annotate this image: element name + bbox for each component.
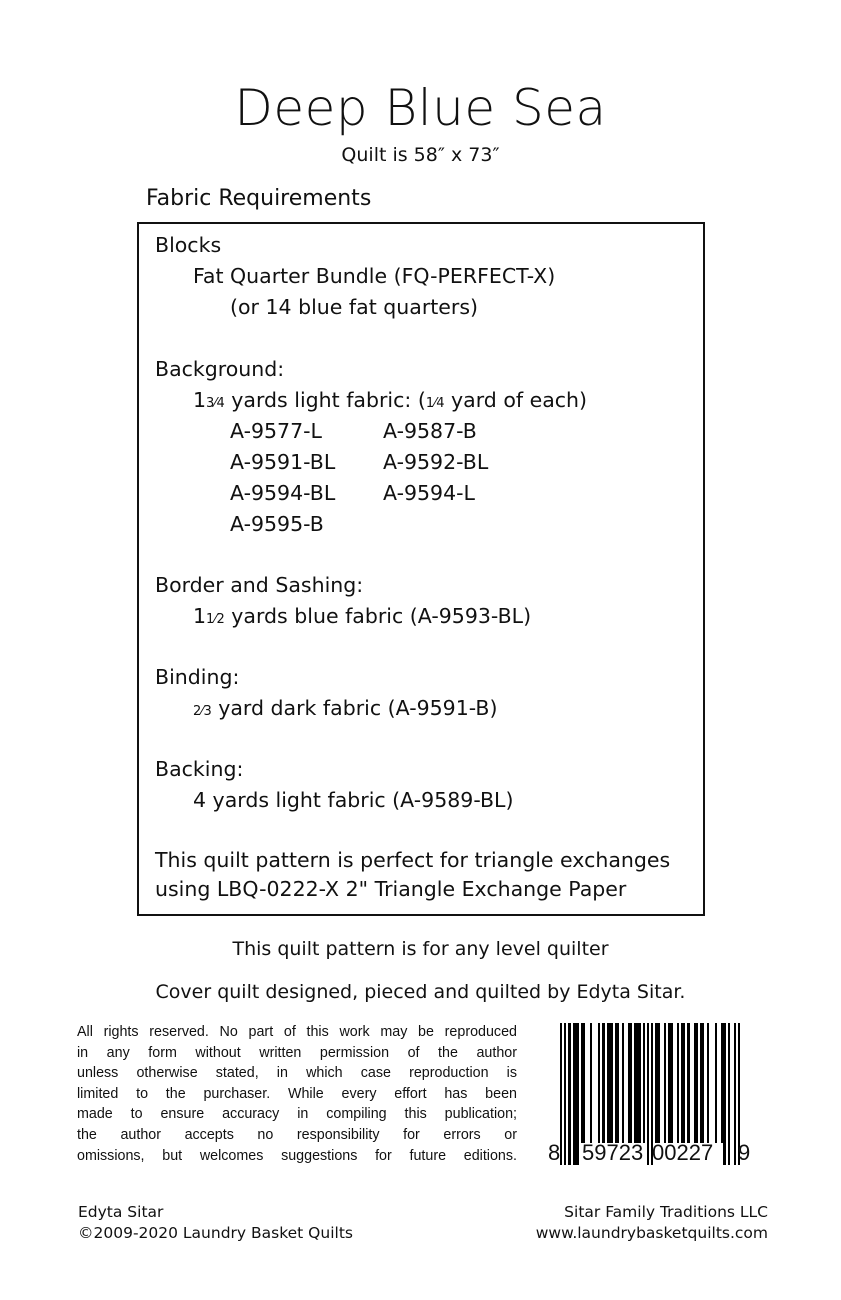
designer-credit: Cover quilt designed, pieced and quilted by Edyta Sitar. xyxy=(155,981,686,1003)
border-amount: 11⁄2 yards blue fabric (A-9593-BL) xyxy=(193,604,532,628)
legal-line: made to ensure accuracy in compiling this publication; xyxy=(77,1106,517,1123)
footer-company-block xyxy=(536,1202,768,1244)
fabric-requirements-heading: Fabric Requirements xyxy=(146,186,372,211)
legal-line: unless otherwise stated, in which case reproduction is xyxy=(77,1065,517,1082)
footer-author-block xyxy=(78,1202,353,1244)
barcode-group-right: 00227 xyxy=(652,1140,714,1165)
legal-line: limited to the purchaser. While every effort has been xyxy=(77,1085,517,1102)
legal-line: the author accepts no responsibility for errors or xyxy=(77,1126,517,1143)
fabric-requirements-box xyxy=(137,222,705,916)
fabric-code: A-9594-BL xyxy=(230,481,336,505)
copyright-years: ©2009-2020 Laundry Basket Quilts xyxy=(78,1224,353,1242)
blocks-bundle: Fat Quarter Bundle (FQ-PERFECT-X) xyxy=(193,264,556,288)
upc-barcode xyxy=(548,1023,751,1173)
backing-amount: 4 yards light fabric (A-9589-BL) xyxy=(193,788,514,812)
blocks-label: Blocks xyxy=(155,233,222,257)
fabric-code: A-9577-L xyxy=(230,419,322,443)
triangle-note-line2: using LBQ-0222-X 2" Triangle Exchange Paper xyxy=(155,877,627,901)
fabric-code: A-9592-BL xyxy=(383,450,489,474)
barcode-digit-last: 9 xyxy=(738,1140,751,1165)
background-label: Background: xyxy=(155,357,285,381)
skill-level: This quilt pattern is for any level quilter xyxy=(232,938,609,960)
fabric-code: A-9595-B xyxy=(230,512,324,536)
page-title: Deep Blue Sea xyxy=(234,79,607,137)
copyright-notice xyxy=(77,1022,517,1166)
fabric-code: A-9594-L xyxy=(383,481,475,505)
legal-line: All rights reserved. No part of this work may be reproduced xyxy=(77,1024,517,1040)
fabric-code: A-9591-BL xyxy=(230,450,336,474)
fabric-code: A-9587-B xyxy=(383,419,477,443)
blocks-alternative: (or 14 blue fat quarters) xyxy=(230,295,479,319)
legal-line: omissions, but welcomes suggestions for future editions. xyxy=(77,1147,517,1164)
barcode-digit-first: 8 xyxy=(548,1140,561,1165)
author-name: Edyta Sitar xyxy=(78,1203,164,1221)
border-label: Border and Sashing: xyxy=(155,573,364,597)
company-name: Sitar Family Traditions LLC xyxy=(564,1203,768,1221)
legal-line: in any form without written permission of the author xyxy=(77,1044,517,1061)
triangle-note-line1: This quilt pattern is perfect for triangle exchanges xyxy=(155,848,671,872)
backing-label: Backing: xyxy=(155,757,244,781)
barcode-group-left: 59723 xyxy=(582,1140,644,1165)
binding-amount: 2⁄3 yard dark fabric (A-9591-B) xyxy=(193,696,498,720)
quilt-size: Quilt is 58″ x 73″ xyxy=(341,144,500,166)
binding-label: Binding: xyxy=(155,665,240,689)
background-amount: 13⁄4 yards light fabric: (1⁄4 yard of each) xyxy=(193,388,588,412)
website-link[interactable]: www.laundrybasketquilts.com xyxy=(535,1224,768,1242)
